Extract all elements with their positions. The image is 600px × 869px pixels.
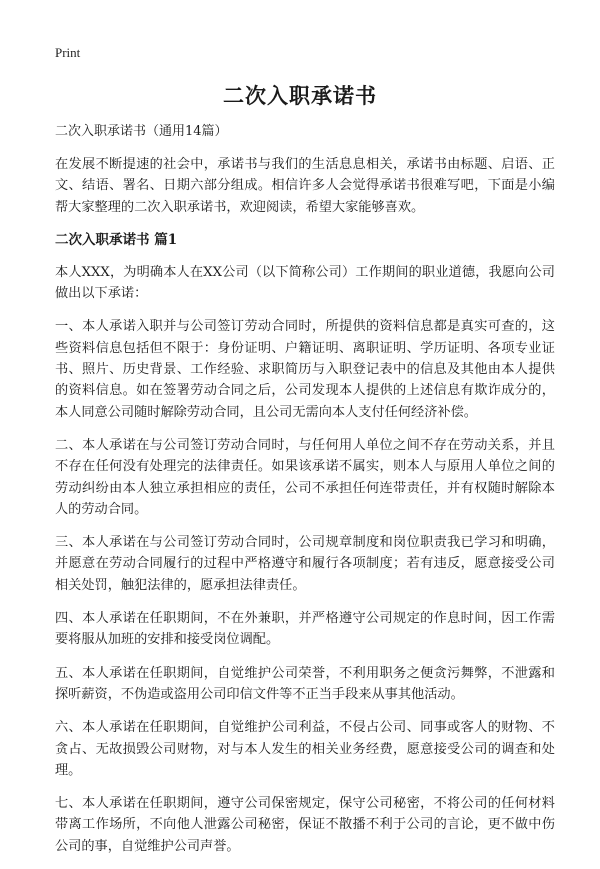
document-title: 二次入职承诺书 <box>223 83 377 108</box>
print-link[interactable]: Print <box>55 45 81 60</box>
paragraph-clause-5: 五、本人承诺在任职期间，自觉维护公司荣誉，不利用职务之便贪污舞弊，不泄露和探听薪资，不伪造或盗用公司印信文件等不正当手段来从事其他活动。 <box>55 665 555 702</box>
paragraph-clause-7: 七、本人承诺在任职期间，遵守公司保密规定，保守公司秘密，不将公司的任何材料带离工作场所，不向他人泄露公司秘密，保证不散播不利于公司的言论，更不做中伤公司的事，自觉维护公司声誉。 <box>55 796 555 854</box>
paragraph-clause-6: 六、本人承诺在任职期间，自觉维护公司利益，不侵占公司、同事或客人的财物、不贪占、无故损毁公司财物，对与本人发生的相关业务经费，愿意接受公司的调查和处理。 <box>55 720 555 778</box>
paragraph-clause-2: 二、本人承诺在与公司签订劳动合同时，与任何用人单位之间不存在劳动关系，并且不存在任何没有处理完的法律责任。如果该承诺不属实，则本人与原用人单位之间的劳动纠纷由本人独立承担相应的责任，公司不承担任何连带责任，并有权随时解除本人的劳动合同。 <box>55 437 555 517</box>
paragraph-opening: 本人XXX，为明确本人在XX公司（以下简称公司）工作期间的职业道德，我愿向公司做出以下承诺： <box>55 264 555 302</box>
document-subtitle: 二次入职承诺书（通用14篇） <box>55 124 228 139</box>
paragraph-clause-1: 一、本人承诺入职并与公司签订劳动合同时，所提供的资料信息都是真实可查的，这些资料信息包括但不限于：身份证明、户籍证明、离职证明、学历证明、各项专业证书、照片、历史背景、工作经验、求职简历与入职登记表中的信息及其他由本人提供的资料信息。如在签署劳动合同之后，公司发现本人提供的上述信息有欺诈成分的，本人同意公司随时解除劳动合同，且公司无需向本人支付任何经济补偿。 <box>55 319 555 420</box>
paragraph-clause-4: 四、本人承诺在任职期间，不在外兼职，并严格遵守公司规定的作息时间，因工作需要将服从加班的安排和接受岗位调配。 <box>55 611 555 648</box>
intro-paragraph: 在发展不断提速的社会中，承诺书与我们的生活息息相关，承诺书由标题、启语、正文、结语、署名、日期六部分组成。相信许多人会觉得承诺书很难写吧，下面是小编帮大家整理的二次入职承诺书，欢迎阅读，希望大家能够喜欢。 <box>55 157 555 215</box>
section-heading: 二次入职承诺书 篇1 <box>55 231 178 248</box>
paragraph-clause-3: 三、本人承诺在与公司签订劳动合同时，公司规章制度和岗位职责我已学习和明确，并愿意在劳动合同履行的过程中严格遵守和履行各项制度；若有违反，愿意接受公司相关处罚，触犯法律的，愿承担法律责任。 <box>55 535 555 593</box>
document-body <box>55 122 555 869</box>
